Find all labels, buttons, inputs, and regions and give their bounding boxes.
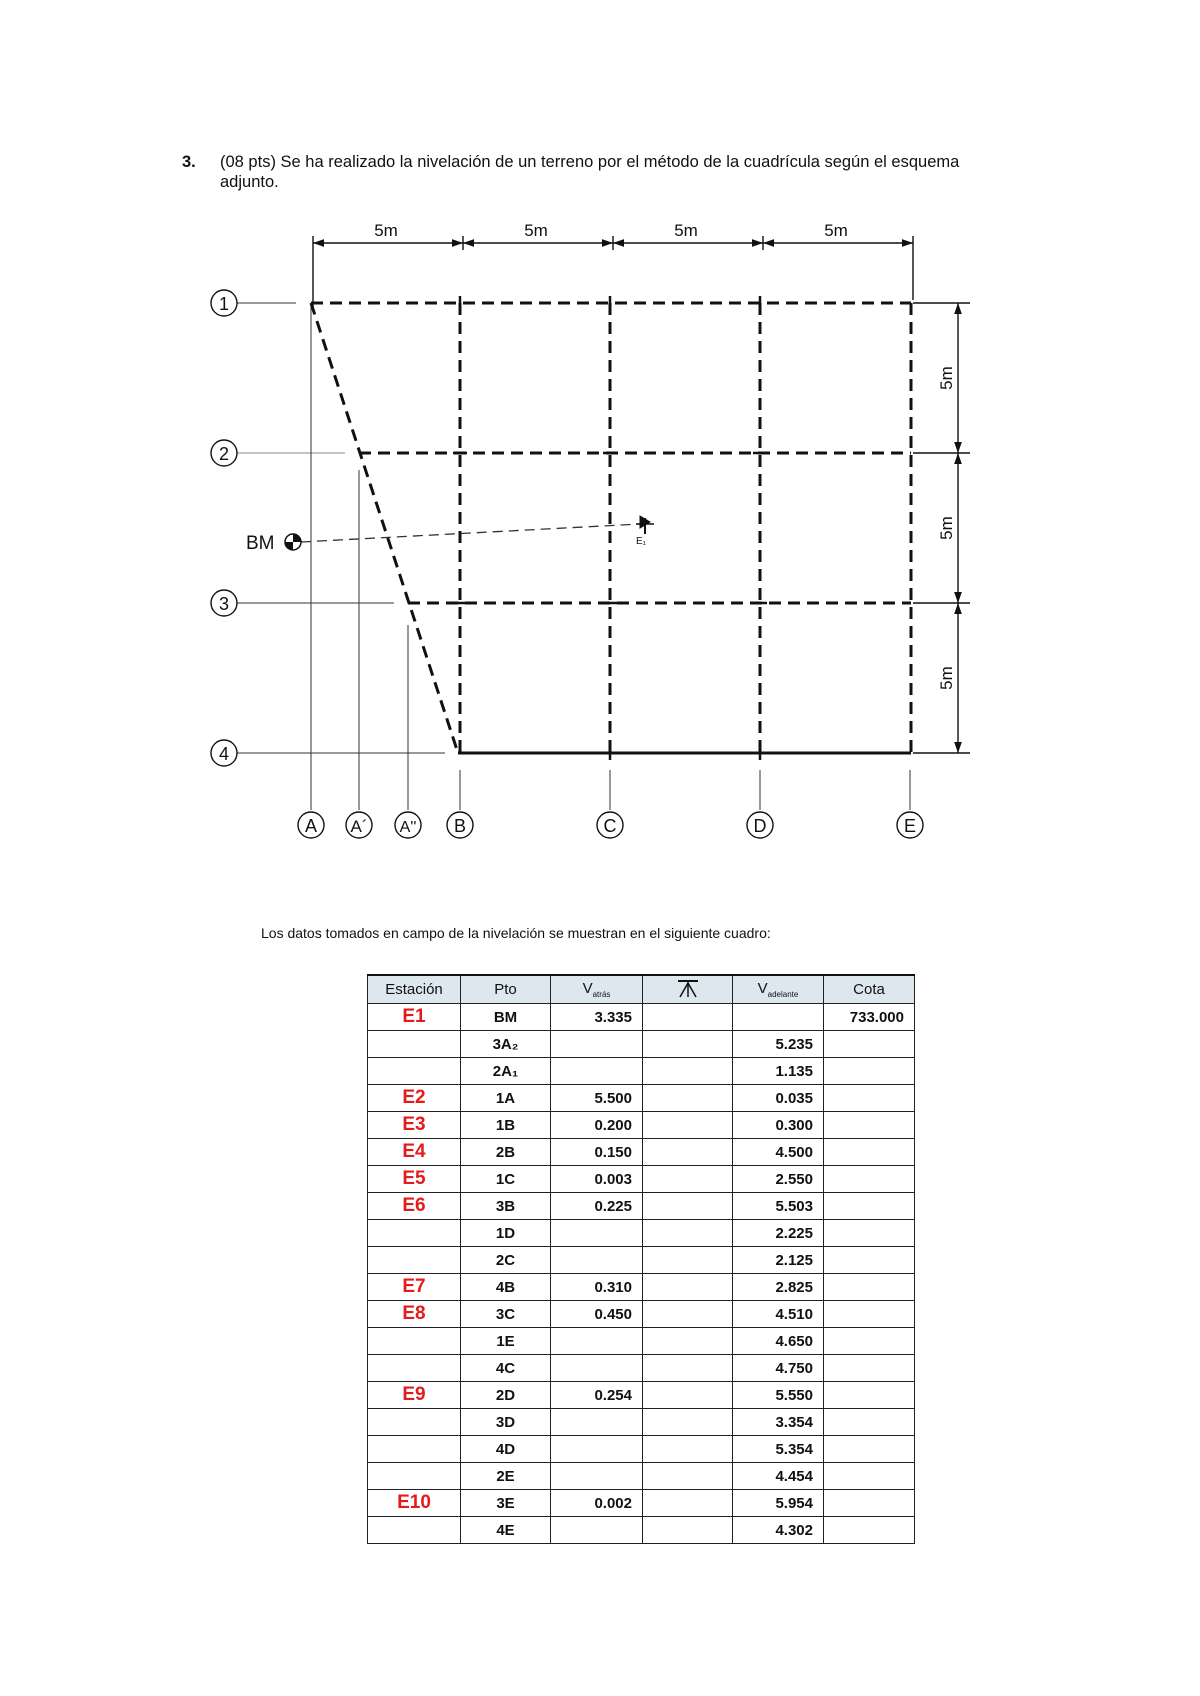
cell-v-atras <box>551 1220 643 1247</box>
cell-pto: 4C <box>461 1355 551 1382</box>
cell-instrument <box>643 1463 733 1490</box>
cell-v-adelante: 5.235 <box>733 1031 824 1058</box>
top-dimensions <box>313 236 913 310</box>
cell-pto: 3B <box>461 1193 551 1220</box>
cell-instrument <box>643 1166 733 1193</box>
cell-v-atras: 0.150 <box>551 1139 643 1166</box>
cell-cota <box>824 1382 915 1409</box>
cell-estacion: E7 <box>368 1274 461 1301</box>
cell-v-adelante: 2.550 <box>733 1166 824 1193</box>
cell-v-adelante: 5.503 <box>733 1193 824 1220</box>
header-estacion: Estación <box>368 975 461 1004</box>
header-v-atras: $V_{atrás}$ <box>551 975 643 1004</box>
cell-v-adelante: 4.510 <box>733 1301 824 1328</box>
cell-v-atras: 5.500 <box>551 1085 643 1112</box>
cell-pto: 1A <box>461 1085 551 1112</box>
cell-instrument <box>643 1139 733 1166</box>
svg-text:1: 1 <box>218 294 230 314</box>
cell-instrument <box>643 1328 733 1355</box>
table-row <box>368 1382 915 1409</box>
cell-estacion <box>368 1220 461 1247</box>
cell-cota <box>824 1085 915 1112</box>
cell-v-atras <box>551 1517 643 1544</box>
station-e1-instrument-icon <box>636 516 654 534</box>
table-row <box>368 1139 915 1166</box>
cell-cota <box>824 1058 915 1085</box>
column-marker-b <box>447 812 473 838</box>
svg-text:4: 4 <box>218 744 230 764</box>
cell-pto: 1E <box>461 1328 551 1355</box>
table-row <box>368 1301 915 1328</box>
cell-pto: 4D <box>461 1436 551 1463</box>
cell-estacion: E9 <box>368 1382 461 1409</box>
cell-cota <box>824 1517 915 1544</box>
cell-v-adelante: 4.500 <box>733 1139 824 1166</box>
cell-pto: 3E <box>461 1490 551 1517</box>
cell-estacion: E10 <box>368 1490 461 1517</box>
cell-v-atras <box>551 1058 643 1085</box>
cell-v-atras: 0.200 <box>551 1112 643 1139</box>
cell-v-atras: 0.254 <box>551 1382 643 1409</box>
dim-label-top-2: 5m <box>524 221 548 240</box>
cell-estacion <box>368 1436 461 1463</box>
cell-v-adelante <box>733 1004 824 1031</box>
svg-text:B: B <box>453 816 467 836</box>
cell-cota <box>824 1463 915 1490</box>
column-marker-d <box>747 812 773 838</box>
cell-instrument <box>643 1274 733 1301</box>
svg-text:A'': A'' <box>399 819 417 836</box>
row-markers <box>211 290 237 766</box>
column-marker-a-prime <box>346 812 372 838</box>
cell-pto: 2C <box>461 1247 551 1274</box>
cell-cota <box>824 1193 915 1220</box>
cell-cota <box>824 1031 915 1058</box>
row-marker-3 <box>211 590 237 616</box>
cell-v-adelante: 1.135 <box>733 1058 824 1085</box>
cell-cota <box>824 1274 915 1301</box>
cell-v-atras <box>551 1409 643 1436</box>
cell-cota: 733.000 <box>824 1004 915 1031</box>
cell-estacion: E6 <box>368 1193 461 1220</box>
cell-instrument <box>643 1490 733 1517</box>
cell-v-atras: 0.003 <box>551 1166 643 1193</box>
cell-instrument <box>643 1031 733 1058</box>
leveling-data-table <box>367 974 915 1544</box>
cell-v-adelante: 4.650 <box>733 1328 824 1355</box>
cell-estacion: E3 <box>368 1112 461 1139</box>
svg-text:A´: A´ <box>350 817 368 836</box>
cell-v-adelante: 0.035 <box>733 1085 824 1112</box>
cell-estacion: E8 <box>368 1301 461 1328</box>
row-marker-2 <box>211 440 237 466</box>
cell-v-adelante: 2.125 <box>733 1247 824 1274</box>
cell-cota <box>824 1328 915 1355</box>
table-row <box>368 1328 915 1355</box>
cell-cota <box>824 1139 915 1166</box>
cell-estacion <box>368 1355 461 1382</box>
svg-text:E: E <box>903 816 917 836</box>
cell-instrument <box>643 1085 733 1112</box>
cell-instrument <box>643 1004 733 1031</box>
dim-label-top-3: 5m <box>674 221 698 240</box>
cell-cota <box>824 1490 915 1517</box>
svg-text:3: 3 <box>218 594 230 614</box>
table-row <box>368 1274 915 1301</box>
cell-estacion: E1 <box>368 1004 461 1031</box>
cell-instrument <box>643 1247 733 1274</box>
cell-v-atras <box>551 1247 643 1274</box>
cell-estacion <box>368 1031 461 1058</box>
dim-label-top-1: 5m <box>374 221 398 240</box>
cell-v-adelante: 5.354 <box>733 1436 824 1463</box>
level-instrument-icon <box>675 978 701 998</box>
cell-cota <box>824 1112 915 1139</box>
cell-estacion <box>368 1058 461 1085</box>
cell-instrument <box>643 1112 733 1139</box>
cell-estacion <box>368 1463 461 1490</box>
row-reference-lines <box>237 303 445 753</box>
cell-instrument <box>643 1220 733 1247</box>
cell-v-atras: 0.310 <box>551 1274 643 1301</box>
cell-instrument <box>643 1193 733 1220</box>
cell-v-adelante: 2.225 <box>733 1220 824 1247</box>
cell-v-atras <box>551 1031 643 1058</box>
cell-instrument <box>643 1355 733 1382</box>
cell-v-adelante: 5.954 <box>733 1490 824 1517</box>
dashed-grid <box>311 303 911 753</box>
cell-cota <box>824 1409 915 1436</box>
cell-estacion <box>368 1409 461 1436</box>
cell-v-atras: 0.002 <box>551 1490 643 1517</box>
dim-label-right-1: 5m <box>937 366 956 390</box>
column-marker-a-double-prime <box>395 812 421 838</box>
column-marker-e <box>897 812 923 838</box>
header-instrument <box>643 975 733 1004</box>
cell-v-adelante: 4.454 <box>733 1463 824 1490</box>
table-row <box>368 1220 915 1247</box>
cell-instrument <box>643 1382 733 1409</box>
table-row <box>368 1085 915 1112</box>
cell-v-adelante: 0.300 <box>733 1112 824 1139</box>
cell-pto: 2D <box>461 1382 551 1409</box>
header-cota: Cota <box>824 975 915 1004</box>
column-marker-c <box>597 812 623 838</box>
row-marker-4 <box>211 740 237 766</box>
table-row <box>368 1436 915 1463</box>
table-row <box>368 1247 915 1274</box>
bm-benchmark-icon <box>285 534 301 550</box>
cell-cota <box>824 1301 915 1328</box>
table-intro-text: Los datos tomados en campo de la nivelación se muestran en el siguiente cuadro: <box>261 925 771 941</box>
table-header-row <box>368 975 915 1004</box>
cell-estacion <box>368 1328 461 1355</box>
cell-v-atras <box>551 1328 643 1355</box>
cell-pto: 2E <box>461 1463 551 1490</box>
cell-v-atras: 3.335 <box>551 1004 643 1031</box>
table-row <box>368 1193 915 1220</box>
svg-text:C: C <box>603 816 617 836</box>
problem-text: (08 pts) Se ha realizado la nivelación de un terreno por el método de la cuadrícula según el esquema adjunto. <box>220 153 960 191</box>
cell-cota <box>824 1355 915 1382</box>
header-v-adelante: $V_{adelante}$ <box>733 975 824 1004</box>
cell-pto: BM <box>461 1004 551 1031</box>
cell-instrument <box>643 1517 733 1544</box>
cell-estacion <box>368 1247 461 1274</box>
table-row <box>368 1517 915 1544</box>
cell-instrument <box>643 1436 733 1463</box>
cell-v-adelante: 2.825 <box>733 1274 824 1301</box>
cell-pto: 1C <box>461 1166 551 1193</box>
dim-label-right-3: 5m <box>937 666 956 690</box>
cell-v-atras: 0.225 <box>551 1193 643 1220</box>
column-markers <box>298 812 923 838</box>
cell-pto: 1D <box>461 1220 551 1247</box>
cell-estacion: E4 <box>368 1139 461 1166</box>
cell-v-adelante: 3.354 <box>733 1409 824 1436</box>
cell-pto: 3D <box>461 1409 551 1436</box>
cell-v-adelante: 4.750 <box>733 1355 824 1382</box>
table-row <box>368 1409 915 1436</box>
dim-label-top-4: 5m <box>824 221 848 240</box>
cell-instrument <box>643 1058 733 1085</box>
dim-label-right-2: 5m <box>937 516 956 540</box>
table-row <box>368 1058 915 1085</box>
svg-text:D: D <box>753 816 767 836</box>
cell-estacion: E2 <box>368 1085 461 1112</box>
bm-label: BM <box>246 533 275 554</box>
cell-v-atras <box>551 1355 643 1382</box>
cell-v-atras <box>551 1436 643 1463</box>
cell-v-adelante: 4.302 <box>733 1517 824 1544</box>
cell-pto: 3A₂ <box>461 1031 551 1058</box>
cell-pto: 1B <box>461 1112 551 1139</box>
table-row <box>368 1463 915 1490</box>
table-row <box>368 1004 915 1031</box>
cell-v-atras <box>551 1463 643 1490</box>
cell-pto: 4B <box>461 1274 551 1301</box>
cell-instrument <box>643 1301 733 1328</box>
cell-cota <box>824 1247 915 1274</box>
cell-cota <box>824 1436 915 1463</box>
svg-text:A: A <box>304 816 318 836</box>
header-pto: Pto <box>461 975 551 1004</box>
station-e1-label: E₁ <box>636 536 647 547</box>
column-marker-a <box>298 812 324 838</box>
bm-sight-line <box>301 524 640 542</box>
svg-text:2: 2 <box>218 444 230 464</box>
table-row <box>368 1031 915 1058</box>
cell-pto: 4E <box>461 1517 551 1544</box>
cell-pto: 2B <box>461 1139 551 1166</box>
cell-estacion <box>368 1517 461 1544</box>
table-row <box>368 1490 915 1517</box>
cell-instrument <box>643 1409 733 1436</box>
cell-pto: 2A₁ <box>461 1058 551 1085</box>
cell-cota <box>824 1220 915 1247</box>
table-row <box>368 1355 915 1382</box>
cell-estacion: E5 <box>368 1166 461 1193</box>
cell-cota <box>824 1166 915 1193</box>
table-row <box>368 1112 915 1139</box>
cell-pto: 3C <box>461 1301 551 1328</box>
problem-number: 3. <box>182 153 196 171</box>
table-row <box>368 1166 915 1193</box>
cell-v-atras: 0.450 <box>551 1301 643 1328</box>
cell-v-adelante: 5.550 <box>733 1382 824 1409</box>
row-marker-1 <box>211 290 237 316</box>
